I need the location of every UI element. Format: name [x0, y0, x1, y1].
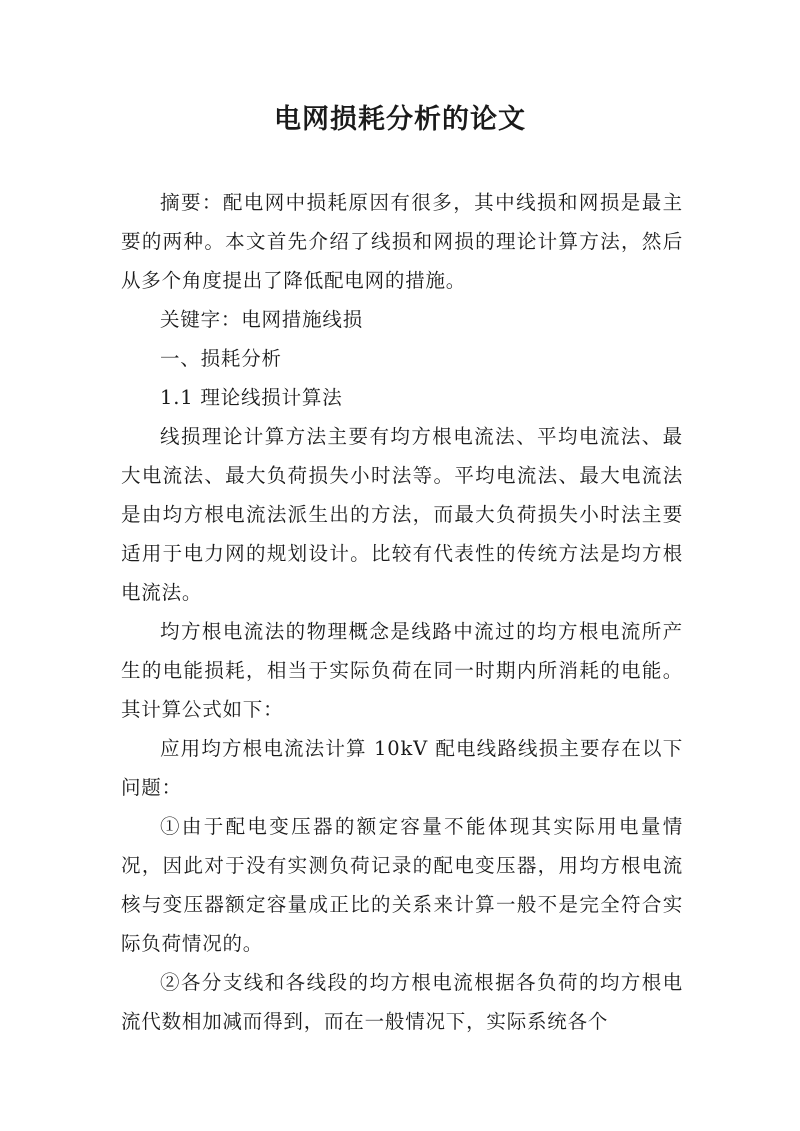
list-item: ①由于配电变压器的额定容量不能体现其实际用电量情况，因此对于没有实测负荷记录的配电变压器，用均方根电流核与变压器额定容量成正比的关系来计算一般不是完全符合实际负荷情况的。	[121, 815, 683, 955]
abstract-paragraph: 摘要：配电网中损耗原因有很多，其中线损和网损是最主要的两种。本文首先介绍了线损和网损的理论计算方法，然后从多个角度提出了降低配电网的措施。	[121, 191, 683, 292]
list-item: ②各分支线和各线段的均方根电流根据各负荷的均方根电流代数相加减而得到，而在一般情况下，实际系统各个	[121, 971, 683, 1033]
document-body	[121, 183, 683, 1041]
section-heading: 一、损耗分析	[160, 347, 282, 370]
keywords-paragraph: 关键字：电网措施线损	[160, 308, 364, 331]
body-paragraph: 应用均方根电流法计算 10kV 配电线路线损主要存在以下问题：	[121, 737, 683, 799]
body-paragraph: 均方根电流法的物理概念是线路中流过的均方根电流所产生的电能损耗，相当于实际负荷在同一时期内所消耗的电能。其计算公式如下：	[121, 620, 683, 721]
body-paragraph: 线损理论计算方法主要有均方根电流法、平均电流法、最大电流法、最大负荷损失小时法等。平均电流法、最大电流法是由均方根电流法派生出的方法，而最大负荷损失小时法主要适用于电力网的规划设计。比较有代表性的传统方法是均方根电流法。	[121, 425, 683, 604]
subsection-heading: 1.1 理论线损计算法	[160, 386, 343, 409]
document-title: 电网损耗分析的论文	[274, 104, 526, 135]
